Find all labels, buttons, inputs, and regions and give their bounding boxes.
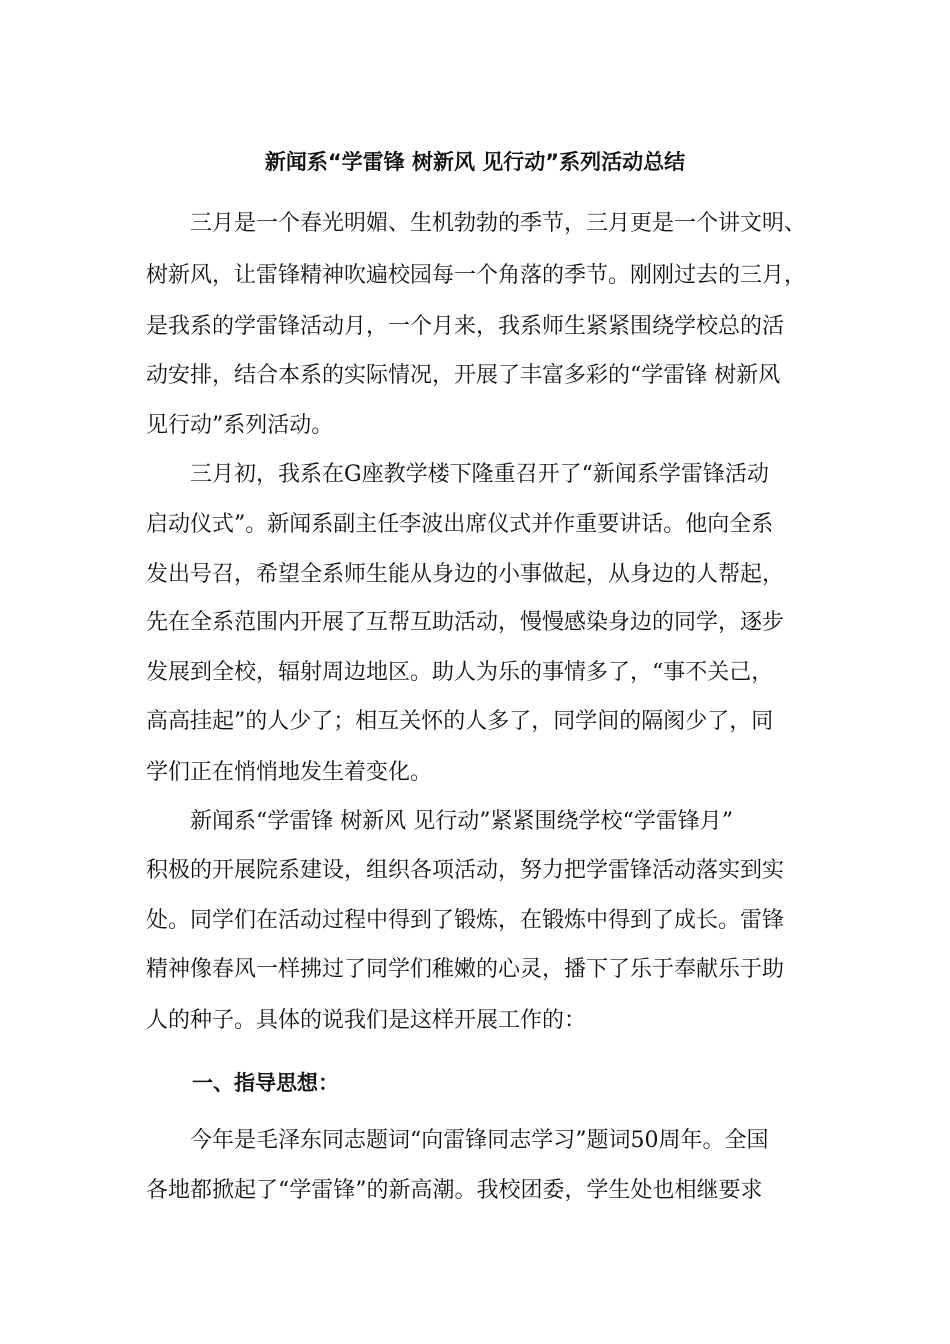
- document-title: 新闻系“学雷锋 树新风 见行动”系列活动总结: [264, 150, 686, 174]
- paragraph-2-line-2: 启动仪式”。新闻系副主任李波出席仪式并作重要讲话。他向全系: [146, 512, 774, 537]
- paragraph-3-line-3: 处。同学们在活动过程中得到了锻炼，在锻炼中得到了成长。雷锋: [146, 908, 785, 933]
- paragraph-2-line-3: 发出号召，希望全系师生能从身边的小事做起，从身边的人帮起，: [146, 562, 785, 587]
- paragraph-2-line-1: 三月初，我系在G座教学楼下隆重召开了“新闻系学雷锋活动: [190, 462, 769, 487]
- paragraph-1-line-2: 树新风，让雷锋精神吹遍校园每一个角落的季节。刚刚过去的三月，: [146, 263, 807, 288]
- paragraph-3-line-1: 新闻系“学雷锋 树新风 见行动”紧紧围绕学校“学雷锋月”: [190, 809, 733, 834]
- paragraph-2-line-4: 先在全系范围内开展了互帮互助活动，慢慢感染身边的同学，逐步: [146, 610, 785, 635]
- section-paragraph-line-2: 各地都掀起了“学雷锋”的新高潮。我校团委，学生处也相继要求: [146, 1178, 763, 1203]
- paragraph-1-line-1: 三月是一个春光明媚、生机勃勃的季节，三月更是一个讲文明、: [190, 211, 807, 236]
- paragraph-2-line-5: 发展到全校，辐射周边地区。助人为乐的事情多了，“事不关己，: [146, 660, 774, 685]
- section-paragraph-line-1: 今年是毛泽东同志题词“向雷锋同志学习”题词50周年。全国: [190, 1128, 769, 1153]
- paragraph-3-line-2: 积极的开展院系建设，组织各项活动，努力把学雷锋活动落实到实: [146, 858, 785, 883]
- paragraph-1-line-3: 是我系的学雷锋活动月，一个月来，我系师生紧紧围绕学校总的活: [146, 314, 785, 339]
- section-heading: 一、指导思想：: [192, 1071, 339, 1095]
- paragraph-2-line-7: 学们正在悄悄地发生着变化。: [146, 760, 433, 785]
- paragraph-1-line-5: 见行动”系列活动。: [146, 413, 334, 438]
- paragraph-2-line-6: 高高挂起”的人少了；相互关怀的人多了，同学间的隔阂少了，同: [146, 709, 774, 734]
- paragraph-3-line-5: 人的种子。具体的说我们是这样开展工作的：: [146, 1008, 587, 1033]
- paragraph-1-line-4: 动安排，结合本系的实际情况，开展了丰富多彩的“学雷锋 树新风: [146, 363, 781, 388]
- paragraph-3-line-4: 精神像春风一样拂过了同学们稚嫩的心灵，播下了乐于奉献乐于助: [146, 957, 785, 982]
